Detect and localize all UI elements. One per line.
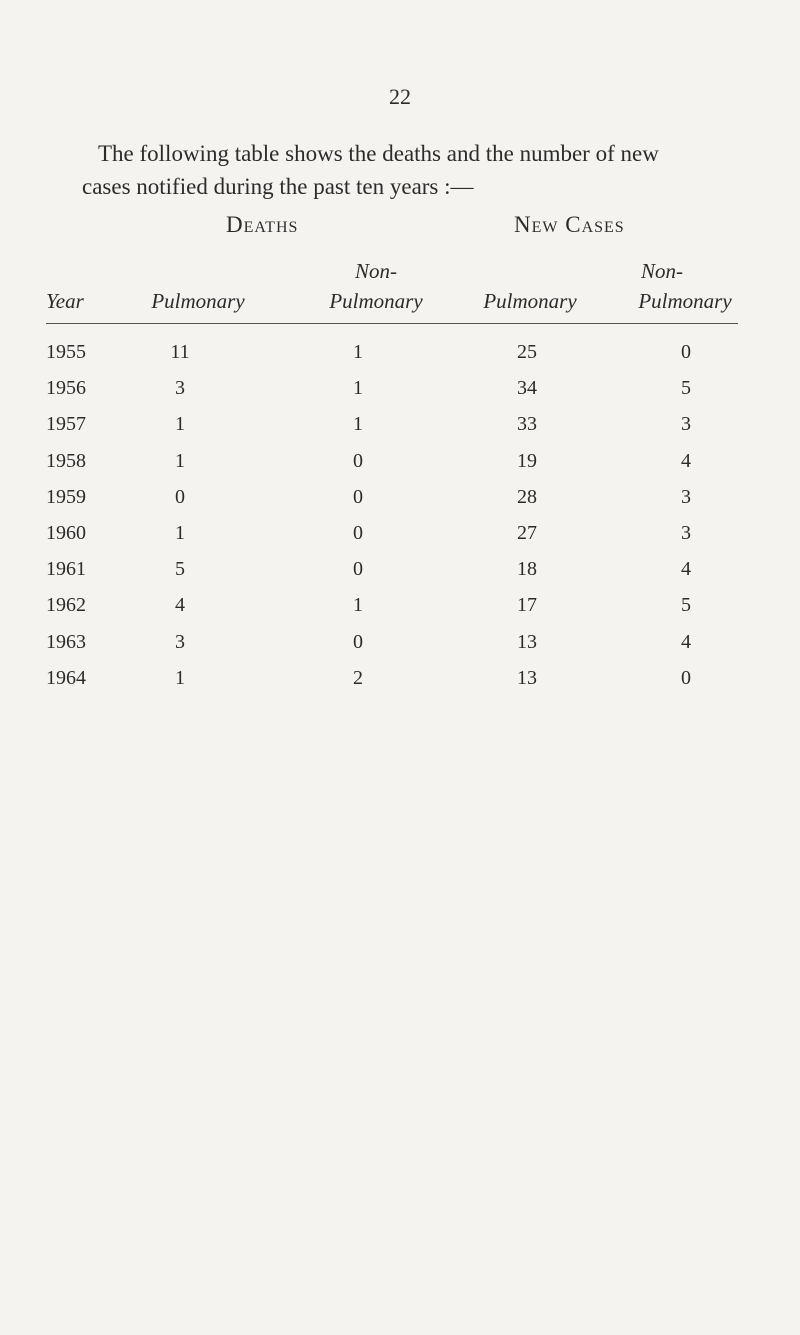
year-cell: 1963 [46, 630, 86, 653]
deaths-group-header: Deaths [226, 212, 299, 237]
table-row [0, 522, 800, 558]
intro-line-2: cases notified during the past ten years :— [82, 174, 474, 199]
table-row [0, 594, 800, 630]
deaths-non-pulmonary-cell: 0 [353, 522, 363, 544]
table-row [0, 450, 800, 486]
new-non-pulmonary-cell: 3 [681, 522, 691, 544]
deaths-non-pulmonary-cell: 0 [353, 630, 363, 653]
new-pulmonary-cell: 13 [517, 666, 537, 689]
year-cell: 1955 [46, 341, 86, 363]
year-cell: 1959 [46, 485, 86, 508]
new-pulmonary-cell: 34 [517, 377, 537, 400]
deaths-non-pulmonary-cell: 1 [353, 377, 363, 400]
year-cell: 1960 [46, 522, 86, 544]
new-pulmonary-cell: 27 [517, 522, 537, 544]
table-row [0, 377, 800, 413]
new-pulmonary-cell: 33 [517, 413, 537, 436]
deaths-non-pulmonary-cell: 0 [353, 449, 363, 472]
new-non-prefix: Non- [641, 259, 683, 283]
deaths-non-pulmonary-cell: 1 [353, 594, 363, 617]
deaths-pulmonary-cell: 1 [175, 449, 185, 472]
new-pulmonary-cell: 13 [517, 630, 537, 653]
new-non-pulmonary-cell: 0 [681, 341, 691, 363]
header-rule [46, 323, 738, 324]
table-row [0, 631, 800, 667]
deaths-pulmonary-cell: 3 [175, 630, 185, 653]
new-pulmonary-cell: 17 [517, 594, 537, 617]
deaths-non-pulmonary-header: Pulmonary [329, 289, 423, 313]
table-row [0, 667, 800, 703]
year-cell: 1961 [46, 558, 86, 581]
new-non-pulmonary-header: Pulmonary [638, 289, 732, 313]
new-pulmonary-cell: 19 [517, 449, 537, 472]
deaths-non-prefix: Non- [355, 259, 397, 283]
table-row [0, 558, 800, 594]
deaths-non-pulmonary-cell: 1 [353, 413, 363, 436]
page-number: 22 [389, 84, 411, 109]
new-non-pulmonary-cell: 5 [681, 594, 691, 617]
new-non-pulmonary-cell: 3 [681, 485, 691, 508]
deaths-pulmonary-cell: 1 [175, 413, 185, 436]
deaths-pulmonary-cell: 4 [175, 594, 185, 617]
new-non-pulmonary-cell: 5 [681, 377, 691, 400]
new-non-pulmonary-cell: 4 [681, 630, 691, 653]
new-non-pulmonary-cell: 4 [681, 449, 691, 472]
table-row [0, 413, 800, 449]
year-cell: 1962 [46, 594, 86, 617]
deaths-pulmonary-cell: 1 [175, 666, 185, 689]
new-non-pulmonary-cell: 3 [681, 413, 691, 436]
deaths-pulmonary-cell: 5 [175, 558, 185, 581]
deaths-pulmonary-cell: 11 [170, 341, 190, 363]
deaths-non-pulmonary-cell: 0 [353, 485, 363, 508]
new-pulmonary-cell: 18 [517, 558, 537, 581]
year-cell: 1958 [46, 449, 86, 472]
new-non-pulmonary-cell: 4 [681, 558, 691, 581]
deaths-pulmonary-header: Pulmonary [151, 289, 245, 313]
intro-line-1: The following table shows the deaths and the number of new [98, 141, 659, 166]
year-cell: 1956 [46, 377, 86, 400]
deaths-non-pulmonary-cell: 1 [353, 341, 363, 363]
new-pulmonary-header: Pulmonary [483, 289, 577, 313]
new-pulmonary-cell: 28 [517, 485, 537, 508]
table-row [0, 341, 800, 377]
deaths-pulmonary-cell: 3 [175, 377, 185, 400]
new-cases-group-header: New Cases [514, 212, 625, 237]
table-row [0, 486, 800, 522]
new-pulmonary-cell: 25 [517, 341, 537, 363]
deaths-pulmonary-cell: 1 [175, 522, 185, 544]
new-non-pulmonary-cell: 0 [681, 666, 691, 689]
deaths-non-pulmonary-cell: 0 [353, 558, 363, 581]
deaths-non-pulmonary-cell: 2 [353, 666, 363, 689]
year-cell: 1964 [46, 666, 86, 689]
year-cell: 1957 [46, 413, 86, 436]
year-column-header: Year [46, 289, 84, 313]
intro-paragraph [82, 137, 742, 203]
deaths-pulmonary-cell: 0 [175, 485, 185, 508]
